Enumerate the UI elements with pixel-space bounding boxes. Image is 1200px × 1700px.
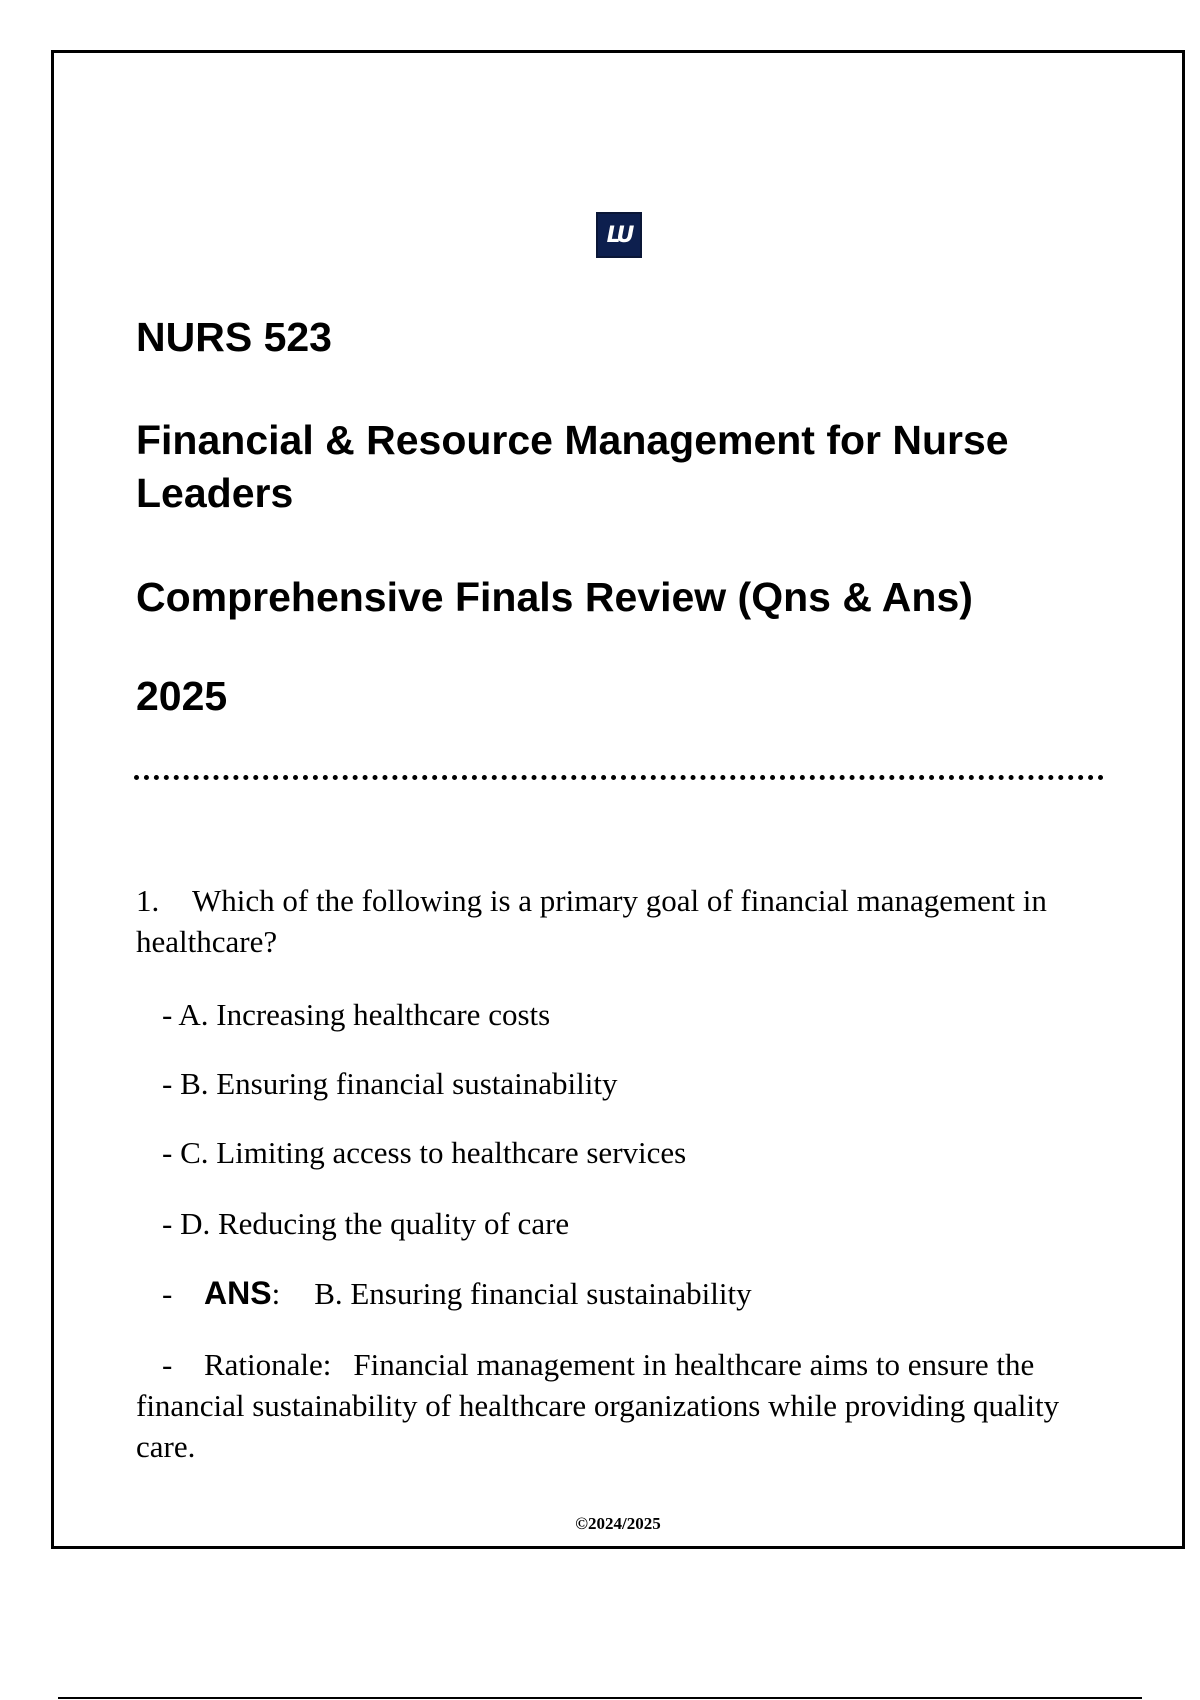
logo-text: LU xyxy=(606,222,632,248)
question-body: Which of the following is a primary goal of financial management in healthcare? xyxy=(136,883,1047,959)
review-title: Comprehensive Finals Review (Qns & Ans) xyxy=(136,574,973,620)
answer-line xyxy=(162,1273,752,1314)
page-frame xyxy=(51,50,1185,1549)
answer-dash: - xyxy=(162,1276,173,1311)
rationale-label: Rationale: xyxy=(204,1347,332,1382)
answer-text: B. Ensuring financial sustainability xyxy=(314,1276,752,1311)
option-d: - D. Reducing the quality of care xyxy=(162,1206,570,1241)
question-text xyxy=(136,880,1076,962)
option-b: - B. Ensuring financial sustainability xyxy=(162,1066,618,1101)
rationale-text: Financial management in healthcare aims to ensure the financial sustainability of healthcare organizations while providing quality care. xyxy=(136,1347,1060,1464)
option-a: - A. Increasing healthcare costs xyxy=(162,997,551,1032)
exam-year: 2025 xyxy=(136,673,228,719)
answer-label: ANS xyxy=(204,1275,272,1311)
dotted-divider xyxy=(134,775,1104,780)
course-title: Financial & Resource Management for Nurse Leaders xyxy=(136,417,1009,516)
university-logo-icon xyxy=(596,212,642,258)
answer-colon: : xyxy=(271,1276,281,1311)
copyright-notice: ©2024/2025 xyxy=(575,1514,661,1533)
question-number: 1. xyxy=(136,883,160,918)
option-c: - C. Limiting access to healthcare services xyxy=(162,1135,687,1170)
course-code: NURS 523 xyxy=(136,314,332,360)
rationale-dash: - xyxy=(162,1347,173,1382)
rationale xyxy=(136,1344,1076,1467)
page-bottom-rule xyxy=(58,1697,1142,1699)
